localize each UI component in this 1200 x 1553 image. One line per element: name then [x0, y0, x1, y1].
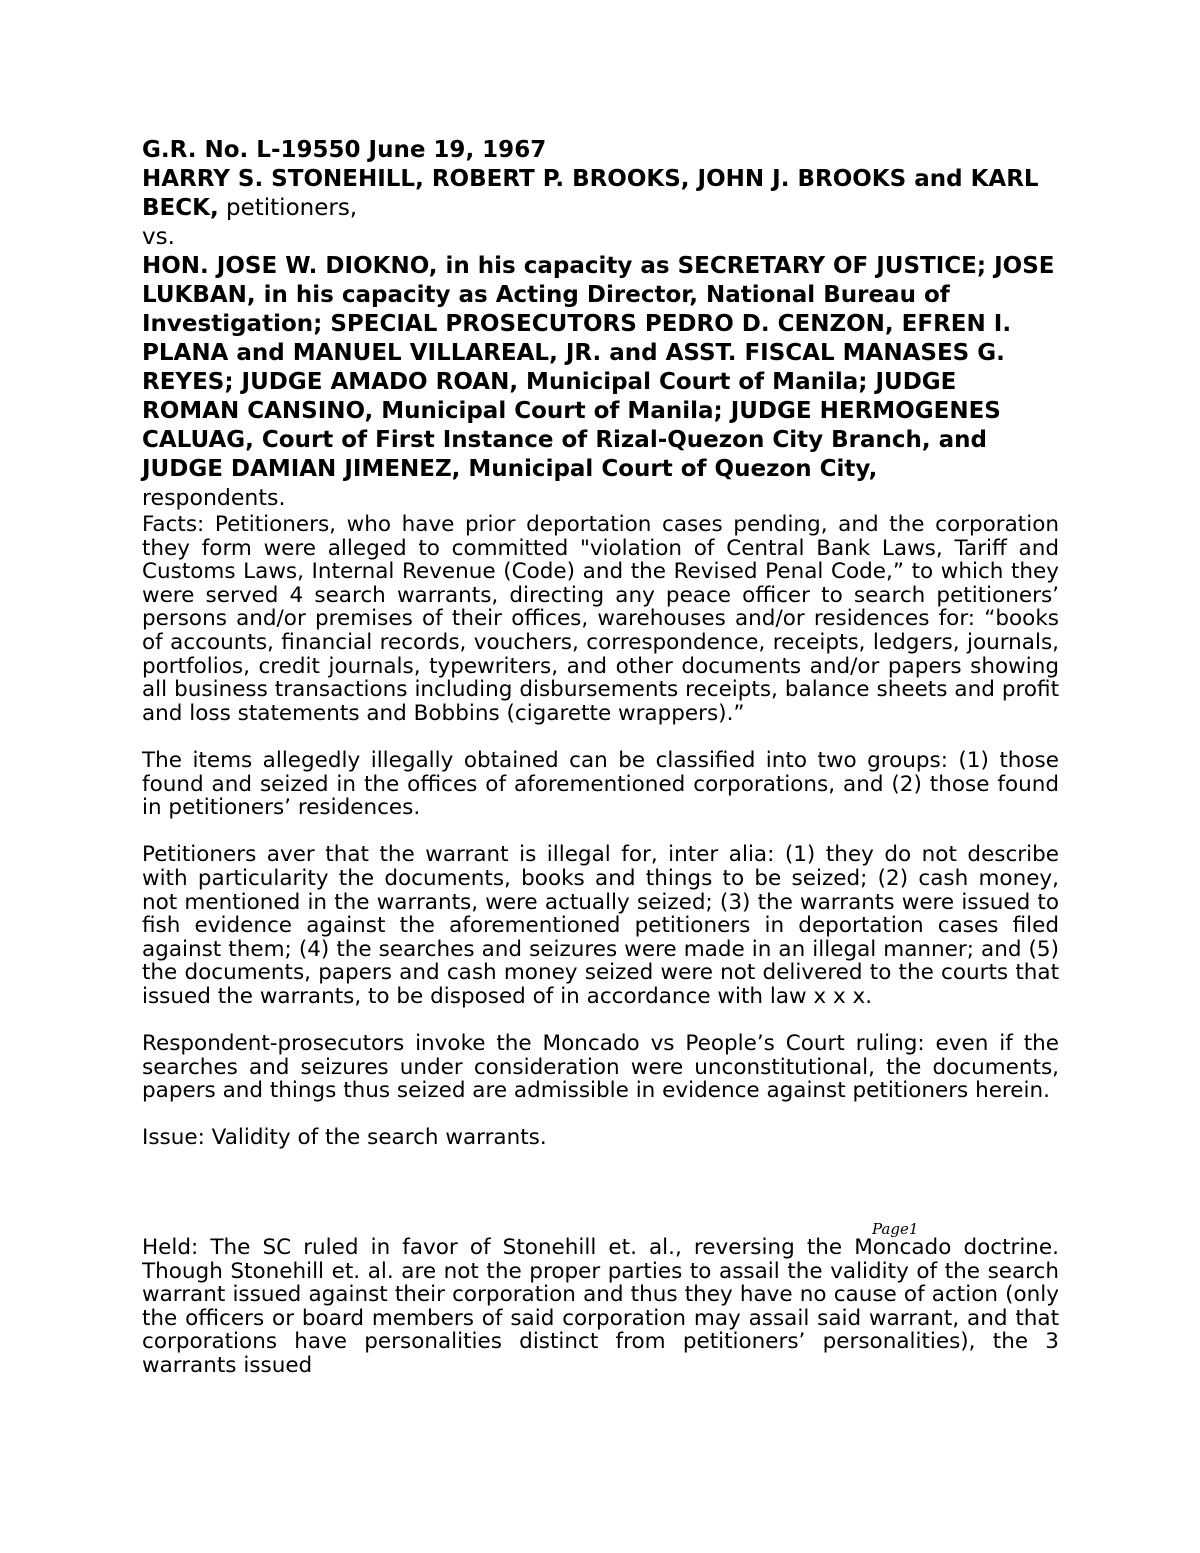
respondents-label: respondents.: [142, 486, 286, 511]
versus-label: vs.: [142, 224, 175, 250]
respondents-argument-paragraph: Respondent-prosecutors invoke the Moncado vs People’s Court ruling: even if the searches and seizures under consideration were unconstitutional, the documents, papers and things thus seized are admissible in evidence against petitioners herein.: [142, 1031, 1059, 1104]
items-paragraph: The items allegedly illegally obtained can be classified into two groups: (1) those found and seized in the offices of aforementioned corporations, and (2) those found in petitioners’ residences.: [142, 747, 1059, 821]
facts-paragraph: Facts: Petitioners, who have prior deportation cases pending, and the corporation they form were alleged to committed "violation of Central Bank Laws, Tariff and Customs Laws, Internal Revenue (Code) and the Revised Penal Code,” to which they were served 4 search warrants, directing any peace officer to search petitioners’ persons and/or premises of their offices, warehouses and/or residences for: “books of accounts, financial records, vouchers, correspondence, receipts, ledgers, journals, portfolios, credit journals, typewriters, and other documents and/or papers showing all business transactions including disbursements receipts, balance sheets and profit and loss statements and Bobbins (cigarette wrappers).”: [142, 512, 1059, 726]
petitioners-line: [142, 165, 1059, 223]
case-number: G.R. No. L-19550 June 19, 1967: [142, 137, 547, 163]
petitioners-names: HARRY S. STONEHILL, ROBERT P. BROOKS, JOHN J. BROOKS and KARL BECK,: [142, 166, 1039, 221]
document-content: [142, 136, 1059, 1150]
page-number-label: Page1: [872, 1220, 919, 1238]
held-section: [142, 1236, 1059, 1378]
case-heading: [142, 136, 1059, 484]
held-paragraph: Held: The SC ruled in favor of Stonehill et. al., reversing the Moncado doctrine. Though Stonehill et. al. are not the proper parties to assail the validity of the search warrant issued against their corporation and thus they have no cause of action (only the officers or board members of said corporation may assail said warrant, and that corporations have personalities distinct from petitioners’ personalities), the 3 warrants issued: [142, 1235, 1059, 1378]
averments-paragraph: Petitioners aver that the warrant is illegal for, inter alia: (1) they do not describe with particularity the documents, books and things to be seized; (2) cash money, not mentioned in the warrants, were actually seized; (3) the warrants were issued to fish evidence against the aforementioned petitioners in deportation cases filed against them; (4) the searches and seizures were made in an illegal manner; and (5) the documents, papers and cash money seized were not delivered to the courts that issued the warrants, to be disposed of in accordance with law x x x.: [142, 842, 1059, 1009]
petitioners-label: petitioners,: [218, 195, 358, 221]
issue-paragraph: Issue: Validity of the search warrants.: [142, 1125, 547, 1151]
respondents-names: HON. JOSE W. DIOKNO, in his capacity as SECRETARY OF JUSTICE; JOSE LUKBAN, in his capacity as Acting Director, National Bureau of Investigation; SPECIAL PROSECUTORS PEDRO D. CENZON, EFREN I. PLANA and MANUEL VILLAREAL, JR. and ASST. FISCAL MANASES G. REYES; JUDGE AMADO ROAN, Municipal Court of Manila; JUDGE ROMAN CANSINO, Municipal Court of Manila; JUDGE HERMOGENES CALUAG, Court of First Instance of Rizal-Quezon City Branch, and JUDGE DAMIAN JIMENEZ, Municipal Court of Quezon City,: [142, 253, 1055, 482]
case-digest-body: [142, 513, 1059, 1150]
